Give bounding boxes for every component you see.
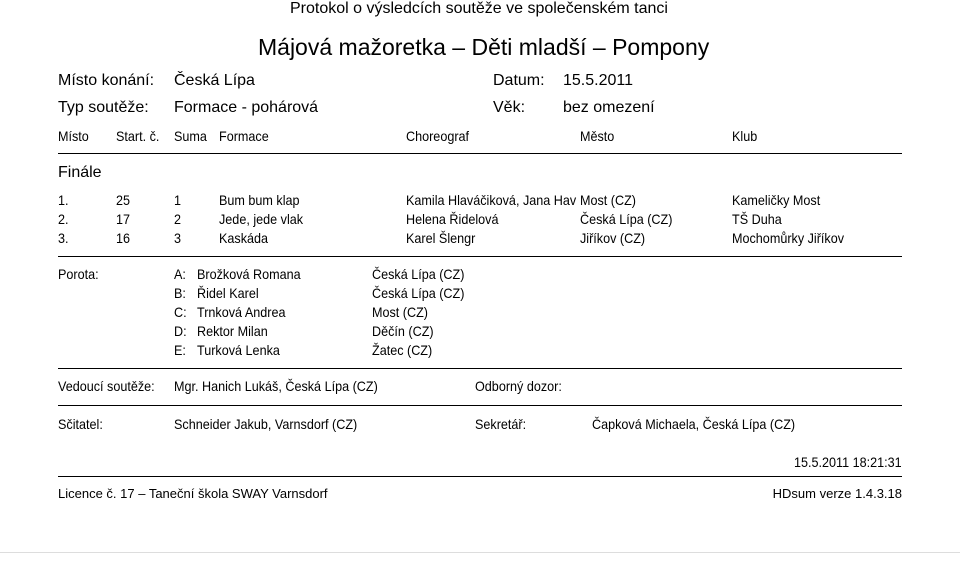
col-header-sum: Suma	[174, 128, 207, 144]
type-label: Typ soutěže:	[58, 99, 149, 116]
row-place: 2.	[58, 211, 69, 227]
row-city: Most (CZ)	[580, 192, 636, 208]
expert-label: Odborný dozor:	[475, 378, 562, 394]
timestamp: 15.5.2011 18:21:31	[794, 454, 902, 470]
jury-name: Rektor Milan	[197, 323, 268, 339]
jury-name: Turková Lenka	[197, 342, 280, 358]
jury-letter: A:	[174, 266, 186, 282]
divider	[58, 256, 902, 257]
divider	[58, 153, 902, 154]
jury-letter: B:	[174, 285, 186, 301]
row-club: Mochomůrky Jiříkov	[732, 230, 845, 246]
row-place: 3.	[58, 230, 69, 246]
jury-city: Česká Lípa (CZ)	[372, 285, 465, 301]
jury-letter: C:	[174, 304, 187, 320]
col-header-place: Místo	[58, 128, 89, 144]
age-value: bez omezení	[563, 99, 655, 116]
row-start: 16	[116, 230, 131, 246]
row-sum: 3	[174, 230, 182, 246]
jury-letter: D:	[174, 323, 187, 339]
section-title: Finále	[58, 164, 102, 181]
secretary-value: Čapková Michaela, Česká Lípa (CZ)	[592, 416, 796, 432]
leader-value: Mgr. Hanich Lukáš, Česká Lípa (CZ)	[174, 378, 378, 394]
row-city: Jiříkov (CZ)	[580, 230, 646, 246]
jury-name: Trnková Andrea	[197, 304, 286, 320]
row-formation: Jede, jede vlak	[219, 211, 304, 227]
row-formation: Kaskáda	[219, 230, 269, 246]
row-start: 17	[116, 211, 131, 227]
date-value: 15.5.2011	[563, 72, 633, 89]
row-place: 1.	[58, 192, 69, 208]
row-sum: 1	[174, 192, 182, 208]
place-label: Místo konání:	[58, 72, 155, 89]
row-start: 25	[116, 192, 131, 208]
row-choreographer: Helena Řidelová	[406, 211, 499, 227]
row-sum: 2	[174, 211, 182, 227]
counter-value: Schneider Jakub, Varnsdorf (CZ)	[174, 416, 358, 432]
competition-title: Májová mažoretka – Děti mladší – Pompony	[258, 34, 710, 60]
type-value: Formace - pohárová	[174, 99, 319, 116]
jury-city: Most (CZ)	[372, 304, 428, 320]
col-header-start: Start. č.	[116, 128, 160, 144]
jury-label: Porota:	[58, 266, 99, 282]
col-header-city: Město	[580, 128, 615, 144]
counter-label: Sčitatel:	[58, 416, 103, 432]
document-title: Protokol o výsledcích soutěže ve společenském tanci	[290, 0, 668, 17]
version-text: HDsum verze 1.4.3.18	[772, 486, 902, 501]
page-edge	[0, 552, 960, 553]
row-formation: Bum bum klap	[219, 192, 300, 208]
date-label: Datum:	[493, 72, 545, 89]
secretary-label: Sekretář:	[475, 416, 527, 432]
row-city: Česká Lípa (CZ)	[580, 211, 673, 227]
leader-label: Vedoucí soutěže:	[58, 378, 155, 394]
license-text: Licence č. 17 – Taneční škola SWAY Varnsdorf	[58, 486, 328, 501]
jury-letter: E:	[174, 342, 186, 358]
place-value: Česká Lípa	[174, 72, 255, 89]
row-club: TŠ Duha	[732, 211, 782, 227]
divider	[58, 476, 902, 477]
col-header-club: Klub	[732, 128, 758, 144]
jury-name: Řidel Karel	[197, 285, 259, 301]
divider	[58, 405, 902, 406]
jury-city: Česká Lípa (CZ)	[372, 266, 465, 282]
row-choreographer: Kamila Hlaváčiková, Jana Hav	[406, 192, 577, 208]
row-choreographer: Karel Šlengr	[406, 230, 476, 246]
col-header-choreographer: Choreograf	[406, 128, 470, 144]
divider	[58, 368, 902, 369]
age-label: Věk:	[493, 99, 526, 116]
col-header-formation: Formace	[219, 128, 269, 144]
jury-city: Děčín (CZ)	[372, 323, 434, 339]
jury-city: Žatec (CZ)	[372, 342, 433, 358]
jury-name: Brožková Romana	[197, 266, 301, 282]
row-club: Kameličky Most	[732, 192, 821, 208]
